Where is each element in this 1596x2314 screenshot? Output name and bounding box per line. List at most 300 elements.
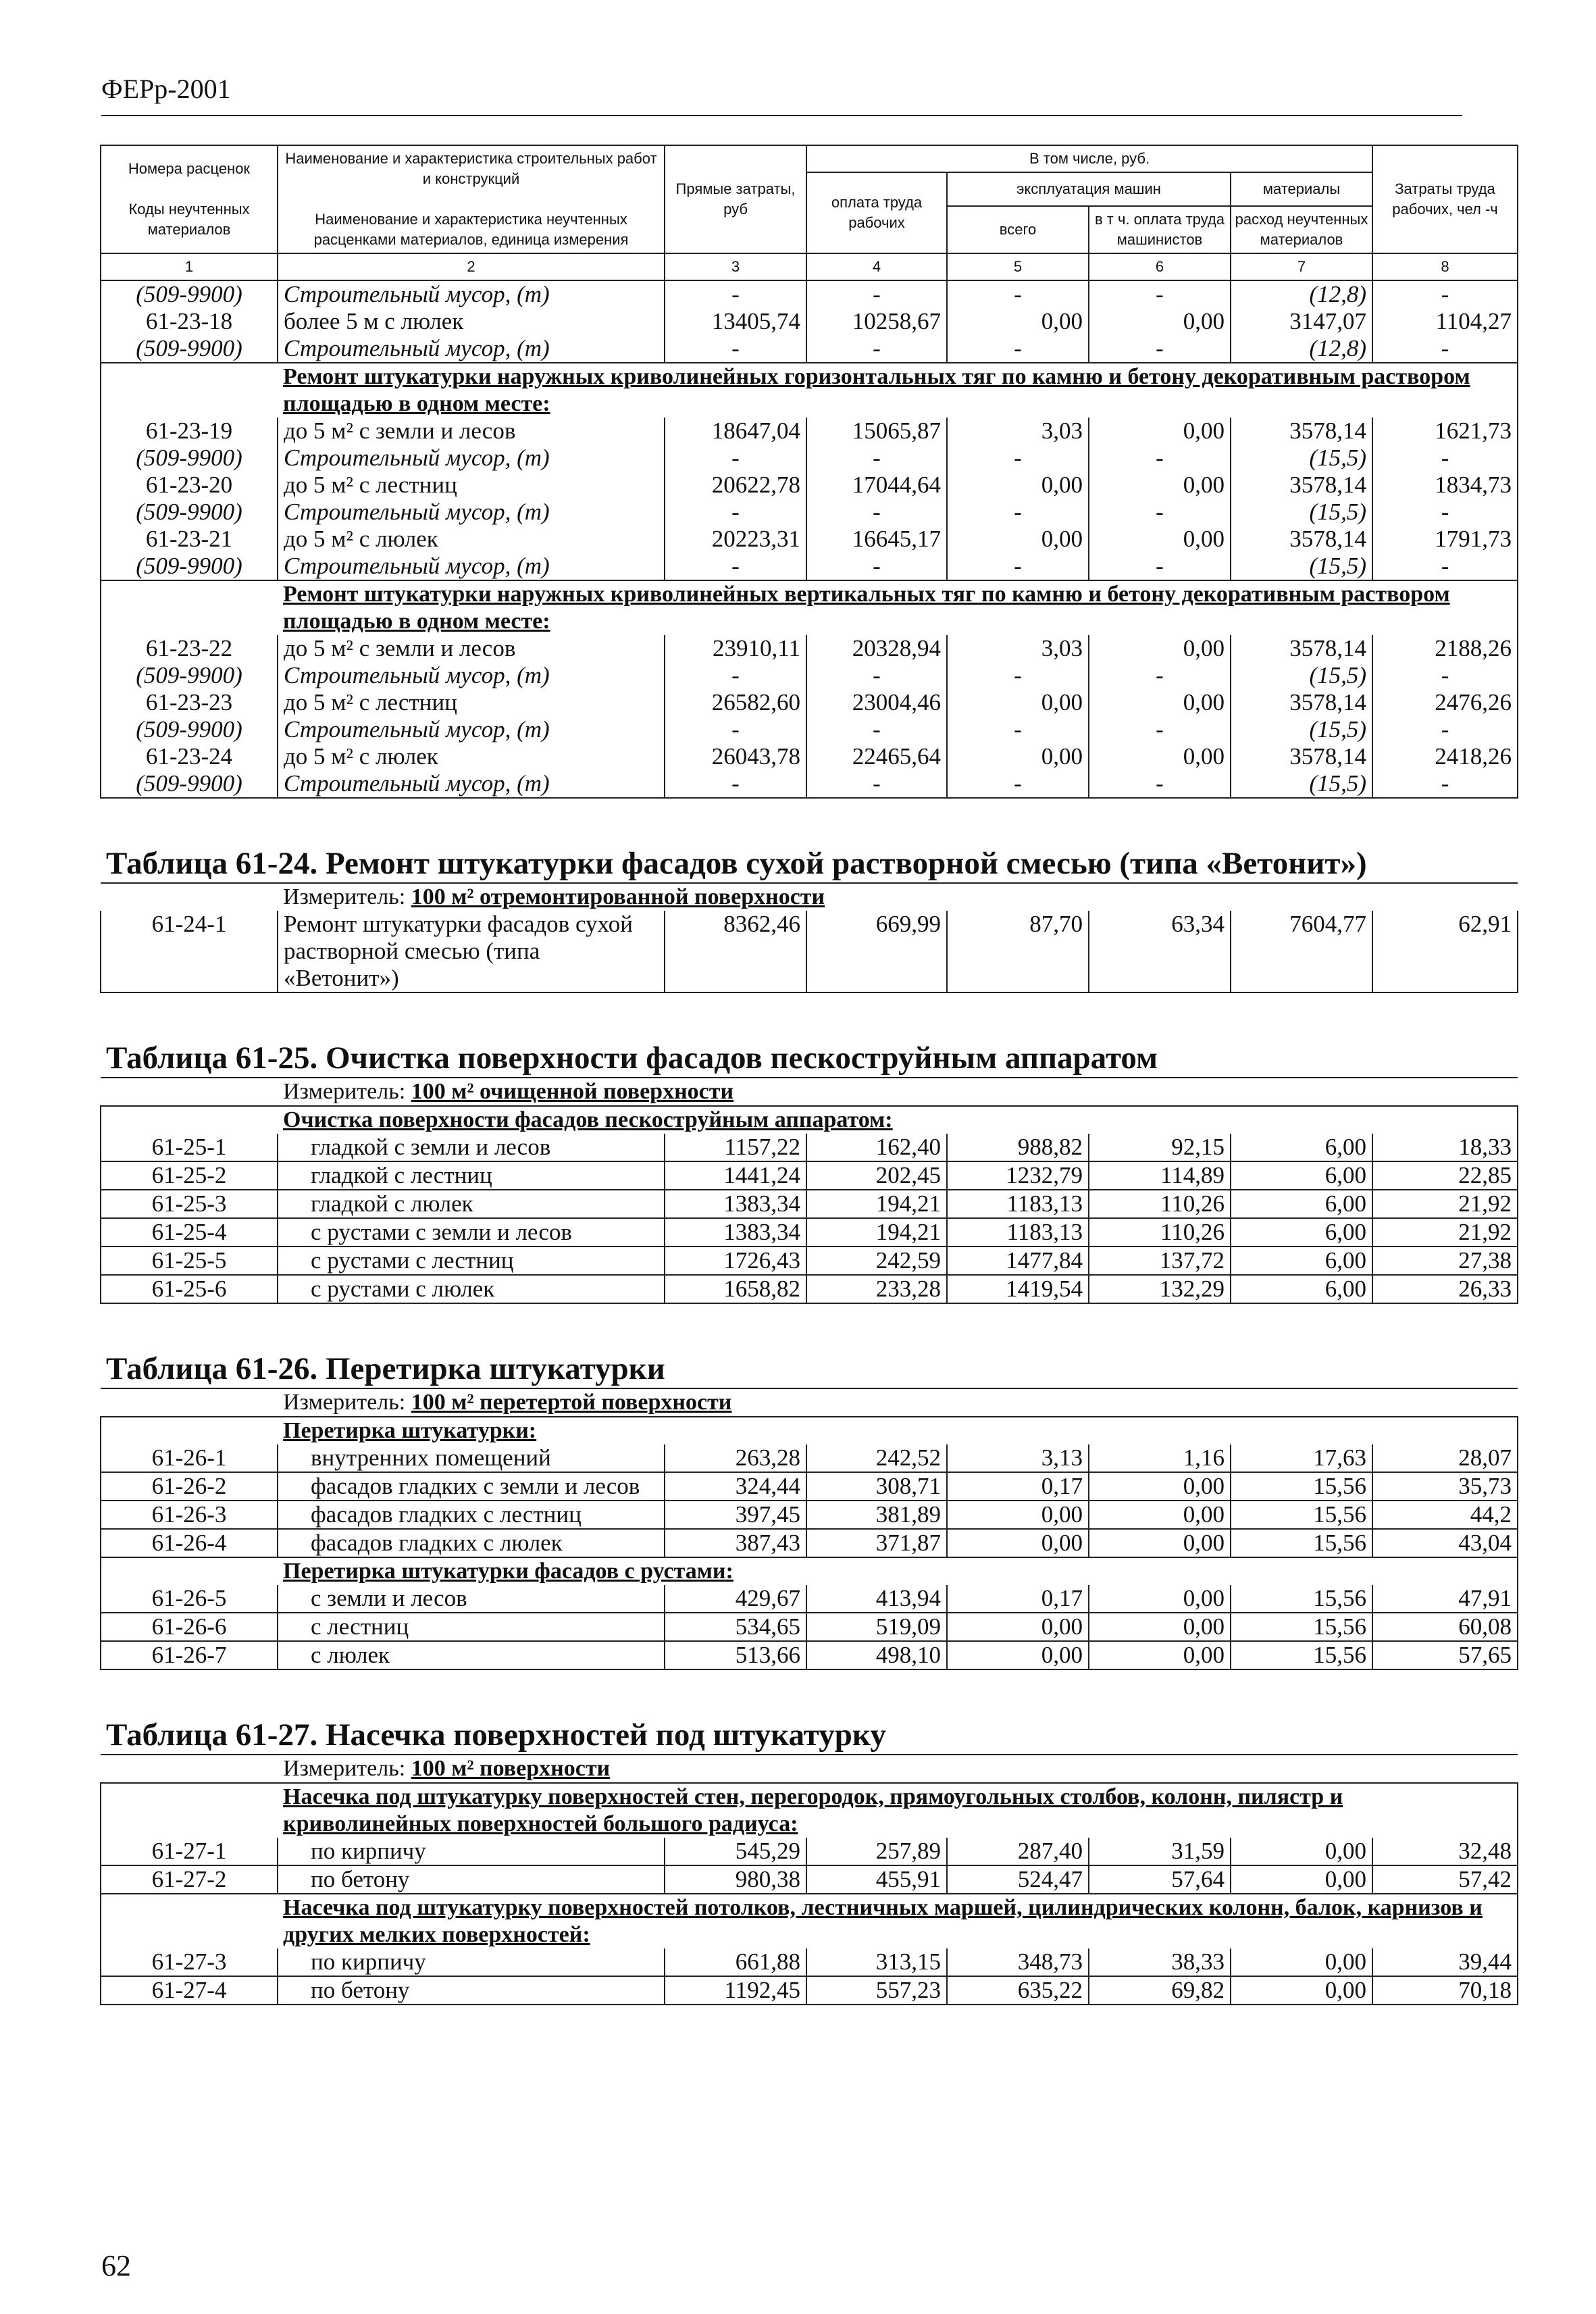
operator-cost: 0,00 [1089,1501,1231,1529]
table-row [101,308,1518,335]
material-cost: 6,00 [1231,1218,1372,1247]
material-cost: 15,56 [1231,1641,1372,1669]
table-row [101,1838,1518,1865]
material-cost: (15,5) [1231,553,1372,580]
measure-label: Измеритель: [283,884,406,909]
work-name: по бетону [278,1865,665,1894]
labor-hours: 26,33 [1372,1275,1518,1303]
section-title [278,1106,1518,1134]
machine-cost: - [947,662,1089,689]
labor-hours: 2188,26 [1372,635,1518,662]
col1-header: Номера расценок Коды неучтенных материалов [101,145,278,253]
rate-code: (509-9900) [101,499,278,526]
material-row [101,445,1518,472]
labor-hours: 62,91 [1372,911,1518,992]
measure-label: Измеритель: [283,1079,406,1104]
material-cost: 15,56 [1231,1529,1372,1557]
measure-row [101,1755,1518,1783]
labor-hours: 57,42 [1372,1865,1518,1894]
direct-cost: 513,66 [665,1641,806,1669]
section-title [278,580,1518,635]
labor-cost: - [806,770,947,798]
machine-cost: 988,82 [947,1134,1089,1161]
labor-hours: - [1372,553,1518,580]
labor-cost: 381,89 [806,1501,947,1529]
operator-cost: 0,00 [1089,526,1231,553]
machine-cost: 0,17 [947,1585,1089,1613]
material-cost: 3578,14 [1231,526,1372,553]
rate-code: 61-25-4 [101,1218,278,1247]
measure-value: 100 м² поверхности [411,1756,611,1781]
operator-cost: 57,64 [1089,1865,1231,1894]
direct-cost: 8362,46 [665,911,806,992]
work-name: с рустами с лестниц [278,1247,665,1275]
estimate-document [100,145,1517,2005]
labor-hours: 47,91 [1372,1585,1518,1613]
table-row [101,1218,1518,1247]
rate-code: 61-27-2 [101,1865,278,1894]
rate-code: 61-23-20 [101,472,278,499]
operator-cost: 1,16 [1089,1444,1231,1472]
spacer [101,1303,1518,1327]
spacer [101,1669,1518,1693]
labor-cost: 413,94 [806,1585,947,1613]
operator-cost: 114,89 [1089,1161,1231,1190]
labor-hours: - [1372,662,1518,689]
work-name: с лестниц [278,1613,665,1641]
labor-cost: 557,23 [806,1976,947,2005]
material-cost: 17,63 [1231,1444,1372,1472]
machine-cost: 348,73 [947,1948,1089,1976]
col5-header: всего [947,206,1089,253]
machine-cost: 0,17 [947,1472,1089,1501]
machine-cost: 524,47 [947,1865,1089,1894]
section-spacer [101,1894,278,1948]
machine-cost: 3,03 [947,635,1089,662]
direct-cost: 23910,11 [665,635,806,662]
material-cost: (12,8) [1231,280,1372,308]
direct-cost: - [665,553,806,580]
machine-cost: - [947,553,1089,580]
direct-cost: - [665,716,806,743]
labor-cost: 498,10 [806,1641,947,1669]
material-cost: (15,5) [1231,770,1372,798]
col4-header: оплата труда рабочих [806,172,947,253]
operator-cost: 0,00 [1089,1613,1231,1641]
operator-cost: 92,15 [1089,1134,1231,1161]
header-rule [101,115,1462,116]
section-title-text: Насечка под штукатурку поверхностей стен, перегородок, прямоугольных столбов, колонн, пилястр и криволинейных поверхностей большого радиуса: [283,1784,1343,1836]
material-cost: 6,00 [1231,1275,1372,1303]
column-number: 1 [101,253,278,280]
labor-hours: 2476,26 [1372,689,1518,716]
direct-cost: 26043,78 [665,743,806,770]
rate-code: 61-26-1 [101,1444,278,1472]
labor-cost: 194,21 [806,1190,947,1218]
labor-cost: 22465,64 [806,743,947,770]
material-cost: 15,56 [1231,1472,1372,1501]
work-name: гладкой с лестниц [278,1161,665,1190]
column-numbers [101,253,1518,280]
material-cost: (15,5) [1231,499,1372,526]
measure-value: 100 м² отремонтированной поверхности [411,884,825,909]
table-title: Таблица 61-26. Перетирка штукатурки [101,1327,1518,1388]
labor-hours: 28,07 [1372,1444,1518,1472]
material-cost: 6,00 [1231,1161,1372,1190]
table-row [101,526,1518,553]
table-title: Таблица 61-25. Очистка поверхности фасадов пескоструйным аппаратом [101,1016,1518,1078]
table-61-25-title [101,1016,1518,1078]
operator-cost: 0,00 [1089,1472,1231,1501]
measure [278,1078,1518,1106]
work-name: с рустами с земли и лесов [278,1218,665,1247]
machine-cost: 0,00 [947,1641,1089,1669]
labor-cost: - [806,335,947,363]
machines-header: эксплуатация машин [947,172,1231,206]
work-name: фасадов гладких с люлек [278,1529,665,1557]
rate-code: (509-9900) [101,553,278,580]
machine-cost: 0,00 [947,526,1089,553]
section-title [278,1783,1518,1838]
rate-code: 61-23-22 [101,635,278,662]
section-spacer [101,1417,278,1444]
operator-cost: 132,29 [1089,1275,1231,1303]
machine-cost: 1477,84 [947,1247,1089,1275]
operator-cost: 38,33 [1089,1948,1231,1976]
operator-cost: 0,00 [1089,743,1231,770]
labor-hours: 18,33 [1372,1134,1518,1161]
rate-code: 61-23-23 [101,689,278,716]
measure-spacer [101,1388,278,1417]
section-title [278,1417,1518,1444]
operator-cost: 31,59 [1089,1838,1231,1865]
measure-spacer [101,1755,278,1783]
rate-code: 61-25-5 [101,1247,278,1275]
direct-cost: - [665,280,806,308]
material-cost: 15,56 [1231,1501,1372,1529]
material-cost: 6,00 [1231,1190,1372,1218]
labor-cost: 16645,17 [806,526,947,553]
direct-cost: 1441,24 [665,1161,806,1190]
work-name: до 5 м² с лестниц [278,689,665,716]
table-row [101,1472,1518,1501]
material-cost: 15,56 [1231,1613,1372,1641]
work-name: Строительный мусор, (т) [278,499,665,526]
col3-header: Прямые затраты, руб [665,145,806,253]
material-cost: 3578,14 [1231,418,1372,445]
rate-code: 61-26-4 [101,1529,278,1557]
table-61-24-title [101,822,1518,883]
machine-cost: 635,22 [947,1976,1089,2005]
labor-hours: 1621,73 [1372,418,1518,445]
operator-cost: - [1089,445,1231,472]
rate-code: 61-24-1 [101,911,278,992]
rate-code: 61-27-3 [101,1948,278,1976]
labor-cost: 202,45 [806,1161,947,1190]
work-name: гладкой с земли и лесов [278,1134,665,1161]
material-row [101,553,1518,580]
rate-code: 61-25-1 [101,1134,278,1161]
rate-code: 61-25-2 [101,1161,278,1190]
work-name: более 5 м с люлек [278,308,665,335]
operator-cost: 110,26 [1089,1190,1231,1218]
spacer-row [101,1669,1518,1693]
table-61-26-subtitle-rusts [101,1557,1518,1585]
table-row [101,1641,1518,1669]
work-name: по бетону [278,1976,665,2005]
machine-cost: 3,03 [947,418,1089,445]
work-name: до 5 м² с земли и лесов [278,418,665,445]
direct-cost: 13405,74 [665,308,806,335]
material-row [101,716,1518,743]
labor-hours: 57,65 [1372,1641,1518,1669]
table-row [101,1190,1518,1218]
work-name: гладкой с люлек [278,1190,665,1218]
operator-cost: - [1089,280,1231,308]
table-row [101,743,1518,770]
material-cost: 0,00 [1231,1948,1372,1976]
operator-cost: 63,34 [1089,911,1231,992]
operator-cost: 0,00 [1089,418,1231,445]
labor-cost: 233,28 [806,1275,947,1303]
work-name: Строительный мусор, (т) [278,445,665,472]
labor-hours: 22,85 [1372,1161,1518,1190]
rate-code: (509-9900) [101,716,278,743]
material-row [101,280,1518,308]
spacer-row [101,1303,1518,1327]
machine-cost: - [947,499,1089,526]
measure [278,1755,1518,1783]
direct-cost: - [665,662,806,689]
material-cost: 3578,14 [1231,689,1372,716]
work-name: внутренних помещений [278,1444,665,1472]
operator-cost: - [1089,335,1231,363]
table-row [101,635,1518,662]
labor-hours: 44,2 [1372,1501,1518,1529]
labor-cost: - [806,445,947,472]
measure [278,883,1518,911]
rates-table [100,145,1518,2005]
machine-cost: 0,00 [947,1501,1089,1529]
table-row [101,418,1518,445]
material-cost: (15,5) [1231,662,1372,689]
section-title [278,1557,1518,1585]
labor-cost: 371,87 [806,1529,947,1557]
table-row [101,1247,1518,1275]
rate-code: 61-23-21 [101,526,278,553]
direct-cost: 1726,43 [665,1247,806,1275]
section-title-text: Очистка поверхности фасадов пескоструйным аппаратом: [283,1107,893,1132]
measure [278,1388,1518,1417]
direct-cost: 534,65 [665,1613,806,1641]
column-number: 3 [665,253,806,280]
direct-cost: 1658,82 [665,1275,806,1303]
table-title: Таблица 61-24. Ремонт штукатурки фасадов сухой растворной смесью (типа «Ветонит») [101,822,1518,883]
table-row [101,472,1518,499]
labor-cost: 313,15 [806,1948,947,1976]
material-cost: 0,00 [1231,1865,1372,1894]
table-row [101,1501,1518,1529]
machine-cost: 0,00 [947,1529,1089,1557]
spacer [101,798,1518,822]
labor-cost: 257,89 [806,1838,947,1865]
machine-cost: 87,70 [947,911,1089,992]
work-name: по кирпичу [278,1948,665,1976]
labor-cost: 20328,94 [806,635,947,662]
material-cost: (15,5) [1231,716,1372,743]
material-cost: 7604,77 [1231,911,1372,992]
materials-header: материалы [1231,172,1372,206]
section-title [278,363,1518,418]
section-horizontal [101,363,1518,418]
machine-cost: - [947,716,1089,743]
rate-code: (509-9900) [101,662,278,689]
measure-row [101,1388,1518,1417]
labor-hours: 70,18 [1372,1976,1518,2005]
rate-code: 61-25-6 [101,1275,278,1303]
labor-cost: 194,21 [806,1218,947,1247]
spacer [101,992,1518,1016]
table-61-27-subtitle-walls [101,1783,1518,1838]
material-cost: 15,56 [1231,1585,1372,1613]
operator-cost: 0,00 [1089,635,1231,662]
labor-cost: - [806,280,947,308]
rate-code: 61-25-3 [101,1190,278,1218]
work-name: до 5 м² с люлек [278,526,665,553]
direct-cost: 18647,04 [665,418,806,445]
work-name: фасадов гладких с лестниц [278,1501,665,1529]
operator-cost: 137,72 [1089,1247,1231,1275]
table-title: Таблица 61-27. Насечка поверхностей под штукатурку [101,1693,1518,1755]
labor-cost: 10258,67 [806,308,947,335]
table-61-27-subtitle-ceilings [101,1894,1518,1948]
direct-cost: 20223,31 [665,526,806,553]
operator-cost: 0,00 [1089,689,1231,716]
operator-cost: 0,00 [1089,1641,1231,1669]
direct-cost: 980,38 [665,1865,806,1894]
rate-code: 61-26-2 [101,1472,278,1501]
column-number: 5 [947,253,1089,280]
column-number: 4 [806,253,947,280]
table-row [101,1585,1518,1613]
table-row [101,1161,1518,1190]
labor-hours: 2418,26 [1372,743,1518,770]
col8-header: Затраты труда рабочих, чел -ч [1372,145,1518,253]
direct-cost: 397,45 [665,1501,806,1529]
rate-code: 61-26-3 [101,1501,278,1529]
labor-cost: 162,40 [806,1134,947,1161]
measure-label: Измеритель: [283,1390,406,1415]
column-number: 7 [1231,253,1372,280]
table-61-25-subtitle [101,1106,1518,1134]
measure-value: 100 м² очищенной поверхности [411,1079,734,1104]
measure-label: Измеритель: [283,1756,406,1781]
labor-hours: - [1372,770,1518,798]
machine-cost: - [947,445,1089,472]
material-cost: 0,00 [1231,1838,1372,1865]
labor-cost: 242,59 [806,1247,947,1275]
operator-cost: - [1089,499,1231,526]
table-row [101,1444,1518,1472]
page-number: 62 [101,2249,131,2282]
material-cost: 3578,14 [1231,472,1372,499]
labor-hours: - [1372,335,1518,363]
operator-cost: 0,00 [1089,308,1231,335]
direct-cost: 26582,60 [665,689,806,716]
machine-cost: 0,00 [947,1613,1089,1641]
labor-hours: 1834,73 [1372,472,1518,499]
labor-hours: 27,38 [1372,1247,1518,1275]
material-cost: 6,00 [1231,1134,1372,1161]
work-name: до 5 м² с земли и лесов [278,635,665,662]
direct-cost: 661,88 [665,1948,806,1976]
work-name: по кирпичу [278,1838,665,1865]
rate-code: 61-27-4 [101,1976,278,2005]
material-row [101,770,1518,798]
rate-code: 61-23-24 [101,743,278,770]
machine-cost: 1183,13 [947,1190,1089,1218]
labor-hours: 1104,27 [1372,308,1518,335]
machine-cost: 1232,79 [947,1161,1089,1190]
work-name: до 5 м² с люлек [278,743,665,770]
labor-cost: 519,09 [806,1613,947,1641]
rate-code: 61-26-7 [101,1641,278,1669]
labor-cost: - [806,716,947,743]
table-61-26-title [101,1327,1518,1388]
table-61-27-title [101,1693,1518,1755]
section-title-text: Насечка под штукатурку поверхностей потолков, лестничных маршей, цилиндрических колонн, балок, карнизов и других мелких поверхностей: [283,1895,1483,1947]
machine-cost: 0,00 [947,308,1089,335]
section-title-text: Перетирка штукатурки фасадов с рустами: [283,1559,733,1584]
rate-code: 61-23-18 [101,308,278,335]
table-row [101,911,1518,992]
section-spacer [101,1783,278,1838]
spacer-row [101,992,1518,1016]
section-title-text: Ремонт штукатурки наружных криволинейных вертикальных тяг по камню и бетону декоративным раствором площадью в одном месте: [283,582,1450,634]
labor-cost: - [806,499,947,526]
material-row [101,335,1518,363]
operator-cost: - [1089,662,1231,689]
labor-hours: - [1372,716,1518,743]
direct-cost: 1192,45 [665,1976,806,2005]
labor-hours: - [1372,280,1518,308]
rate-code: 61-26-5 [101,1585,278,1613]
labor-hours: - [1372,445,1518,472]
work-name: Строительный мусор, (т) [278,662,665,689]
direct-cost: 324,44 [665,1472,806,1501]
table-61-26-subtitle [101,1417,1518,1444]
operator-cost: 69,82 [1089,1976,1231,2005]
direct-cost: 1157,22 [665,1134,806,1161]
machine-cost: 0,00 [947,689,1089,716]
material-cost: 3578,14 [1231,635,1372,662]
labor-cost: 669,99 [806,911,947,992]
machine-cost: 0,00 [947,743,1089,770]
labor-cost: 17044,64 [806,472,947,499]
running-header: ФЕРр-2001 [101,74,231,104]
operator-cost: 110,26 [1089,1218,1231,1247]
machine-cost: 1183,13 [947,1218,1089,1247]
machine-cost: 0,00 [947,472,1089,499]
operator-cost: 0,00 [1089,1529,1231,1557]
labor-cost: 242,52 [806,1444,947,1472]
material-cost: 3147,07 [1231,308,1372,335]
section-spacer [101,1106,278,1134]
column-number: 2 [278,253,665,280]
material-cost: (12,8) [1231,335,1372,363]
direct-cost: - [665,770,806,798]
work-name: Строительный мусор, (т) [278,335,665,363]
